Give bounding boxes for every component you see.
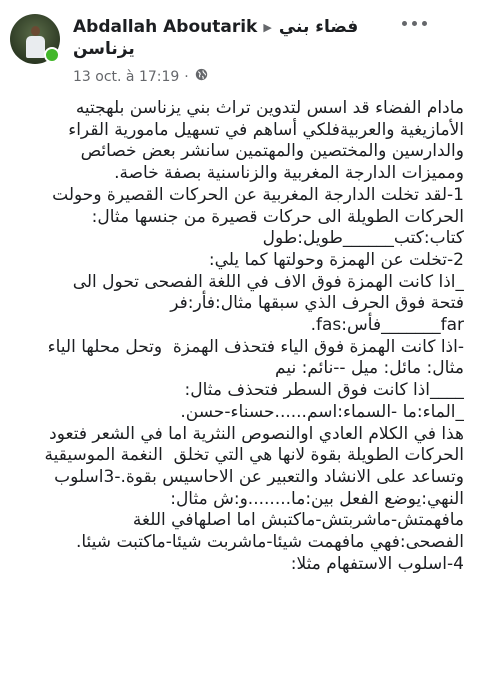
post-line: الفصحى:فهي مافهمت شيئا-ماشربت شيئا-ماكتبت شيئا. [75,532,464,553]
right-triangle-icon: ▶ [263,20,272,34]
post-line: _الماء:ما -السماء:اسم......حسناء-حسن. [180,401,464,422]
post-line: مافهمتش-ماشربتش-ماكتبش اما اصلهافي اللغة [132,510,464,531]
post-line: الحركات الطويلة الى حركات قصيرة من جنسها مثال: [91,206,464,227]
post-header [0,0,478,90]
post-line: وتساعد على الانشاد والتعبير عن الاحاسيس بقوة.-3اسلوب [54,466,464,487]
header-title-line [73,14,358,40]
online-status-indicator [44,47,60,63]
post-line: كتاب:كتب______طويل:طول [262,228,464,249]
post-line: هذا في الكلام العادي اوالنصوص النثرية اما في الشعر فتعود [49,423,464,444]
post-line: والدارسين والمختصين والمهتمين سانشر بعض خصائص [80,141,464,162]
post-line: 1-لقد تخلت الدارجة المغربية عن الحركات القصيرة وحولت [52,184,464,205]
globe-icon[interactable] [195,68,208,85]
meta-separator: · [184,68,189,85]
post-line: فتحة فوق الحرف الذي سبقها مثال:فأر:فر [170,293,464,314]
post-line: الحركات الطويلة بقوة لانها هي التي تخلق النغمة الموسيقية [44,445,464,466]
post-line: النهي:يوضع الفعل بين:ما........و:ش مثال: [170,488,464,509]
post-line: 4-اسلوب الاستفهام مثلا: [290,553,464,574]
post-line: الأمازيغية والعربيةفلكي أساهم في تسهيل مامورية القراء [68,119,464,140]
post-line: _اذا كانت الهمزة فوق الاف في اللغة الفصحى تحول الى [72,271,464,292]
post-line: far_______فأس:fas. [310,315,464,336]
group-name-link-continued[interactable]: يزناسن [73,39,135,59]
post-line: -اذا كانت الهمزة فوق الياء فتحذف الهمزة وتحل محلها الياء [47,336,464,357]
post-line: 2-تخلت عن الهمزة وحولتها كما يلي: [208,249,464,270]
post-line: ومميزات الدارجة المغربية والزناسنية بصفة خاصة. [114,163,464,184]
post-meta [73,68,208,85]
post-line: مادام الفضاء قد اسس لتدوين تراث بني يزناسن بلهجتيه [75,98,464,118]
group-name-link[interactable]: فضاء بني [278,17,359,37]
author-name-link[interactable]: Abdallah Aboutarik [73,17,258,37]
more-options-icon[interactable] [402,16,430,30]
post-line: مثال: مائل: ميل --نائم: نيم [275,358,464,379]
post-timestamp-link[interactable]: 13 oct. à 17:19 [73,68,180,85]
post-text [14,98,464,683]
post-line: ____اذا كانت فوق السطر فتحذف مثال: [184,380,464,401]
author-avatar[interactable] [10,14,60,64]
